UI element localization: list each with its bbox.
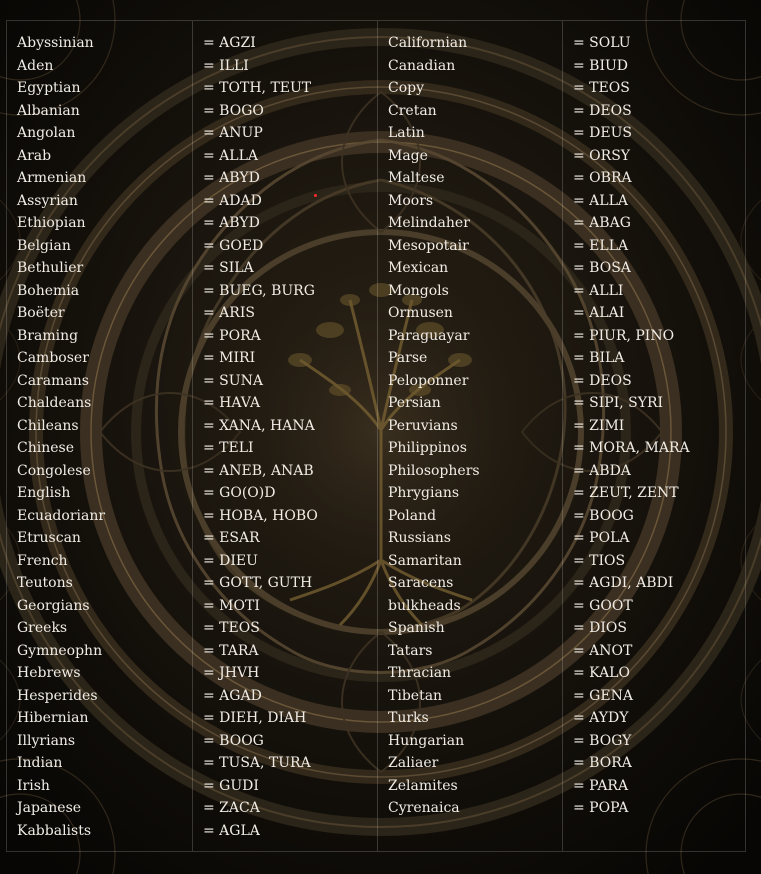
divine-name: = DEOS xyxy=(573,372,632,389)
divine-name: = ABYD xyxy=(203,170,260,186)
divine-name: = TEOS xyxy=(203,620,260,636)
people-name: English xyxy=(17,485,71,501)
people-name: Hesperides xyxy=(17,687,98,704)
people-name: French xyxy=(17,552,68,569)
divine-name: = SUNA xyxy=(203,372,263,389)
people-name: Chileans xyxy=(17,417,79,434)
people-name: Californian xyxy=(388,35,468,51)
divine-name: = TARA xyxy=(203,642,259,659)
people-name: Hebrews xyxy=(17,665,81,681)
divine-name: = POPA xyxy=(573,800,629,816)
people-name: Saracens xyxy=(388,575,454,591)
people-name: Peloponner xyxy=(388,372,469,389)
divine-name: = HAVA xyxy=(203,395,261,411)
divine-name: = GENA xyxy=(573,687,633,704)
people-name: Mage xyxy=(388,147,428,164)
people-name: Philosophers xyxy=(388,462,480,479)
people-name: Illyrians xyxy=(17,732,76,749)
people-name: Zelamites xyxy=(388,777,458,794)
divine-name: = TUSA, TURA xyxy=(203,755,311,771)
divine-name: = ZACA xyxy=(203,800,260,816)
divine-name: = ESAR xyxy=(203,530,260,546)
divine-name: = DIEU xyxy=(203,552,258,569)
column-names-left xyxy=(192,21,377,851)
divine-name: = BIUD xyxy=(573,57,629,74)
divine-name: = ZIMI xyxy=(573,417,625,434)
people-name: Chaldeans xyxy=(17,395,92,411)
people-name: Arab xyxy=(17,147,52,164)
people-name: Japanese xyxy=(17,800,82,816)
divine-name: = ELLA xyxy=(573,237,629,254)
divine-name: = ALLA xyxy=(203,147,258,164)
people-name: Caramans xyxy=(17,372,89,389)
people-name: Cyrenaica xyxy=(388,800,460,816)
people-name: Indian xyxy=(17,755,63,771)
people-name: Greeks xyxy=(17,620,68,636)
divine-name: = ABAG xyxy=(573,215,631,231)
people-name: Philippinos xyxy=(388,440,467,456)
people-name: Braming xyxy=(17,327,79,344)
people-name: Russians xyxy=(388,530,451,546)
divine-name: = KALO xyxy=(573,665,630,681)
divine-name: = BUEG, BURG xyxy=(203,282,315,299)
people-name: Persian xyxy=(388,395,441,411)
people-name: Hungarian xyxy=(388,732,465,749)
divine-name: = BORA xyxy=(573,755,632,771)
people-name: Parse xyxy=(388,350,428,366)
divine-name: = DEUS xyxy=(573,125,633,141)
people-name: Tibetan xyxy=(388,687,443,704)
divine-name: = BOGY xyxy=(573,732,632,749)
divine-name: = AYDY xyxy=(573,710,629,726)
people-name: Peruvians xyxy=(388,417,458,434)
people-name: Etruscan xyxy=(17,530,81,546)
people-name: Copy xyxy=(388,80,425,96)
people-name: Mesopotair xyxy=(388,237,469,254)
divine-name: = DIEH, DIAH xyxy=(203,710,307,726)
people-name: Boëter xyxy=(17,305,65,321)
people-name: Zaliaer xyxy=(388,755,439,771)
divine-name: = DIOS xyxy=(573,620,628,636)
divine-name: = MOTI xyxy=(203,597,260,614)
people-name: Aden xyxy=(17,57,54,74)
divine-name: = ABDA xyxy=(573,462,631,479)
people-name: Latin xyxy=(388,125,425,141)
divine-name: = ALLA xyxy=(573,192,628,209)
people-name: Phrygians xyxy=(388,485,460,501)
divine-name: = ALAI xyxy=(573,305,625,321)
divine-name: = ADAD xyxy=(203,192,262,209)
people-name: Egyptian xyxy=(17,80,81,96)
divine-name: = JHVH xyxy=(203,665,260,681)
divine-name: = HOBA, HOBO xyxy=(203,507,318,524)
divine-name: = AGLA xyxy=(203,822,260,839)
people-name: Thracian xyxy=(388,665,452,681)
people-name: Ormusen xyxy=(388,305,453,321)
divine-name: = ALLI xyxy=(573,282,624,299)
divine-name: = SIPI, SYRI xyxy=(573,395,664,411)
divine-name: = POLA xyxy=(573,530,630,546)
people-name: Samaritan xyxy=(388,552,462,569)
divine-name: = AGDI, ABDI xyxy=(573,575,674,591)
divine-name: = ORSY xyxy=(573,147,631,164)
divine-name: = TEOS xyxy=(573,80,630,96)
names-of-god-table xyxy=(6,20,746,852)
divine-name: = ABYD xyxy=(203,215,260,231)
people-name: Maltese xyxy=(388,170,445,186)
people-name: Cretan xyxy=(388,102,437,119)
divine-name: = XANA, HANA xyxy=(203,417,315,434)
divine-name: = BOOG xyxy=(573,507,634,524)
people-name: Armenian xyxy=(17,170,87,186)
divine-name: = GOOT xyxy=(573,597,633,614)
people-name: Canadian xyxy=(388,57,456,74)
people-name: Georgians xyxy=(17,597,90,614)
people-name: Tatars xyxy=(388,642,433,659)
divine-name: = ZEUT, ZENT xyxy=(573,485,679,501)
column-peoples-right xyxy=(377,21,562,851)
divine-name: = AGAD xyxy=(203,687,262,704)
divine-name: = TOTH, TEUT xyxy=(203,80,312,96)
people-name: Hibernian xyxy=(17,710,89,726)
people-name: Melindaher xyxy=(388,215,470,231)
divine-name: = OBRA xyxy=(573,170,632,186)
divine-name: = TIOS xyxy=(573,552,626,569)
people-name: Paraguayar xyxy=(388,327,470,344)
column-peoples-left xyxy=(7,21,192,851)
divine-name: = SOLU xyxy=(573,35,631,51)
divine-name: = PORA xyxy=(203,327,261,344)
people-name: Ethiopian xyxy=(17,215,86,231)
divine-name: = ANOT xyxy=(573,642,633,659)
divine-name: = BILA xyxy=(573,350,625,366)
divine-name: = GOTT, GUTH xyxy=(203,575,313,591)
divine-name: = PARA xyxy=(573,777,629,794)
divine-name: = TELI xyxy=(203,440,254,456)
divine-name: = DEOS xyxy=(573,102,632,119)
divine-name: = ANEB, ANAB xyxy=(203,462,314,479)
people-name: Kabbalists xyxy=(17,822,92,839)
divine-name: = GOED xyxy=(203,237,264,254)
divine-name: = MORA, MARA xyxy=(573,440,690,456)
people-name: Mexican xyxy=(388,260,449,276)
people-name: Belgian xyxy=(17,237,71,254)
divine-name: = GUDI xyxy=(203,777,259,794)
divine-name: = BOGO xyxy=(203,102,264,119)
people-name: Abyssinian xyxy=(17,35,94,51)
divine-name: = GO(O)D xyxy=(203,485,276,501)
people-name: Spanish xyxy=(388,620,445,636)
people-name: Congolese xyxy=(17,462,91,479)
divine-name: = SILA xyxy=(203,260,254,276)
people-name: Teutons xyxy=(17,575,73,591)
people-name: Albanian xyxy=(17,102,80,119)
column-names-right xyxy=(562,21,747,851)
divine-name: = PIUR, PINO xyxy=(573,327,675,344)
people-name: Camboser xyxy=(17,350,89,366)
divine-name: = AGZI xyxy=(203,35,256,51)
people-name: Turks xyxy=(388,710,429,726)
people-name: Assyrian xyxy=(17,192,78,209)
people-name: Gymneophn xyxy=(17,642,103,659)
people-name: Chinese xyxy=(17,440,74,456)
divine-name: = MIRI xyxy=(203,350,256,366)
people-name: Bohemia xyxy=(17,282,80,299)
people-name: Irish xyxy=(17,777,50,794)
people-name: Mongols xyxy=(388,282,449,299)
divine-name: = ILLI xyxy=(203,57,249,74)
divine-name: = ARIS xyxy=(203,305,255,321)
people-name: bulkheads xyxy=(388,597,461,614)
people-name: Bethulier xyxy=(17,260,84,276)
divine-name: = BOOG xyxy=(203,732,264,749)
people-name: Angolan xyxy=(17,125,76,141)
people-name: Moors xyxy=(388,192,434,209)
people-name: Poland xyxy=(388,507,437,524)
divine-name: = BOSA xyxy=(573,260,631,276)
people-name: Ecuadorianr xyxy=(17,507,106,524)
divine-name: = ANUP xyxy=(203,125,263,141)
